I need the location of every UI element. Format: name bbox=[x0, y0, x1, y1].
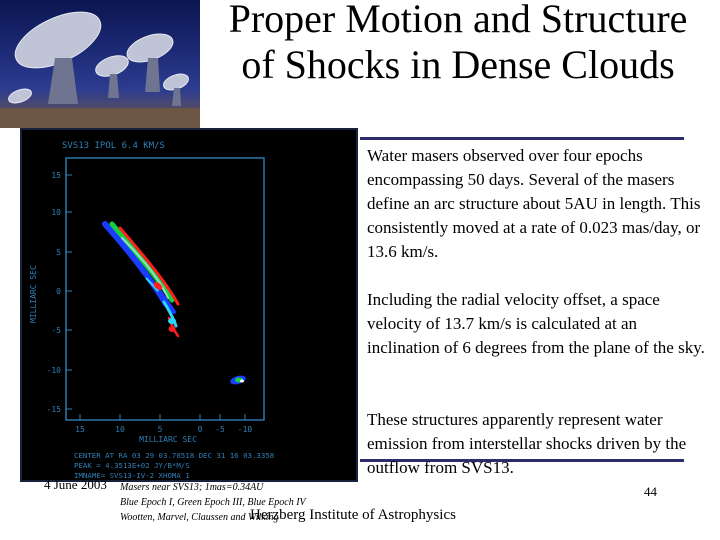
footer-date: 4 June 2003 bbox=[44, 477, 107, 492]
y-tick-label-10: 10 bbox=[51, 208, 61, 217]
x-tick-label-5: 5 bbox=[157, 425, 163, 434]
maser-plot bbox=[20, 128, 358, 482]
y-tick-label-0: 0 bbox=[56, 287, 61, 296]
maser-plot-svg bbox=[20, 128, 358, 482]
institute-name: Herzberg Institute of Astrophysics bbox=[250, 507, 456, 523]
slide-title bbox=[196, 0, 720, 88]
x-tick-label-m10: -10 bbox=[237, 425, 253, 434]
page-number: 44 bbox=[644, 484, 657, 499]
plot-background bbox=[20, 128, 358, 482]
paragraph-observations: Water masers observed over four epochs encompassing 50 days. Several of the masers define an arc structure about 5AU in length. This consistently moved at a rate of 0.023 mas/day, or 13.6 km/s. bbox=[367, 146, 701, 261]
plot-header: SVS13 IPOL 6.4 KM/S bbox=[62, 141, 165, 151]
caption-line-2: Blue Epoch I, Green Epoch III, Blue Epoch IV bbox=[120, 497, 306, 508]
y-tick-label-5: 5 bbox=[56, 248, 61, 257]
caption-line-3: Wootten, Marvel, Claussen and Wilking bbox=[120, 512, 279, 523]
maser-knot-cyan bbox=[168, 318, 176, 324]
y-axis-label: MILLIARC SEC bbox=[29, 265, 38, 323]
paragraph-space-velocity: Including the radial velocity offset, a space velocity of 13.7 km/s is calculated at an inclination of 6 degrees from the plane of the sky. bbox=[367, 290, 705, 357]
y-tick-label-m10: -10 bbox=[46, 366, 61, 375]
antenna-array-photo bbox=[0, 0, 200, 128]
maser-cluster-core bbox=[240, 380, 244, 383]
plot-info-imname: IMNAME= SVS13-IV-2 XHOMA 1 bbox=[74, 471, 190, 480]
plot-info-peak: PEAK = 4.3513E+02 JY/B*M/S bbox=[74, 461, 190, 470]
y-tick-label-15: 15 bbox=[51, 171, 61, 180]
x-tick-label-0: 0 bbox=[197, 425, 203, 434]
x-axis-label: MILLIARC SEC bbox=[139, 435, 197, 444]
x-tick-label-10: 10 bbox=[115, 425, 125, 434]
paragraph-interpretation: These structures apparently represent water emission from interstellar shocks driven by the outflow from SVS13. bbox=[367, 410, 687, 477]
maser-knot-red-2 bbox=[169, 326, 176, 332]
slide-title-line-2: of Shocks in Dense Clouds bbox=[241, 42, 675, 87]
top-rule bbox=[360, 137, 684, 140]
slide-title-line-1: Proper Motion and Structure bbox=[228, 0, 688, 41]
x-tick-label-15: 15 bbox=[75, 425, 85, 434]
plot-info-center: CENTER AT RA 03 29 03.70518 DEC 31 16 03.3358 bbox=[74, 451, 275, 460]
x-tick-label-m5: -5 bbox=[215, 425, 225, 434]
y-tick-label-m5: -5 bbox=[51, 326, 61, 335]
caption-line-1: Masers near SVS13; 1mas=0.34AU bbox=[120, 482, 264, 493]
y-tick-label-m15: -15 bbox=[46, 405, 61, 414]
